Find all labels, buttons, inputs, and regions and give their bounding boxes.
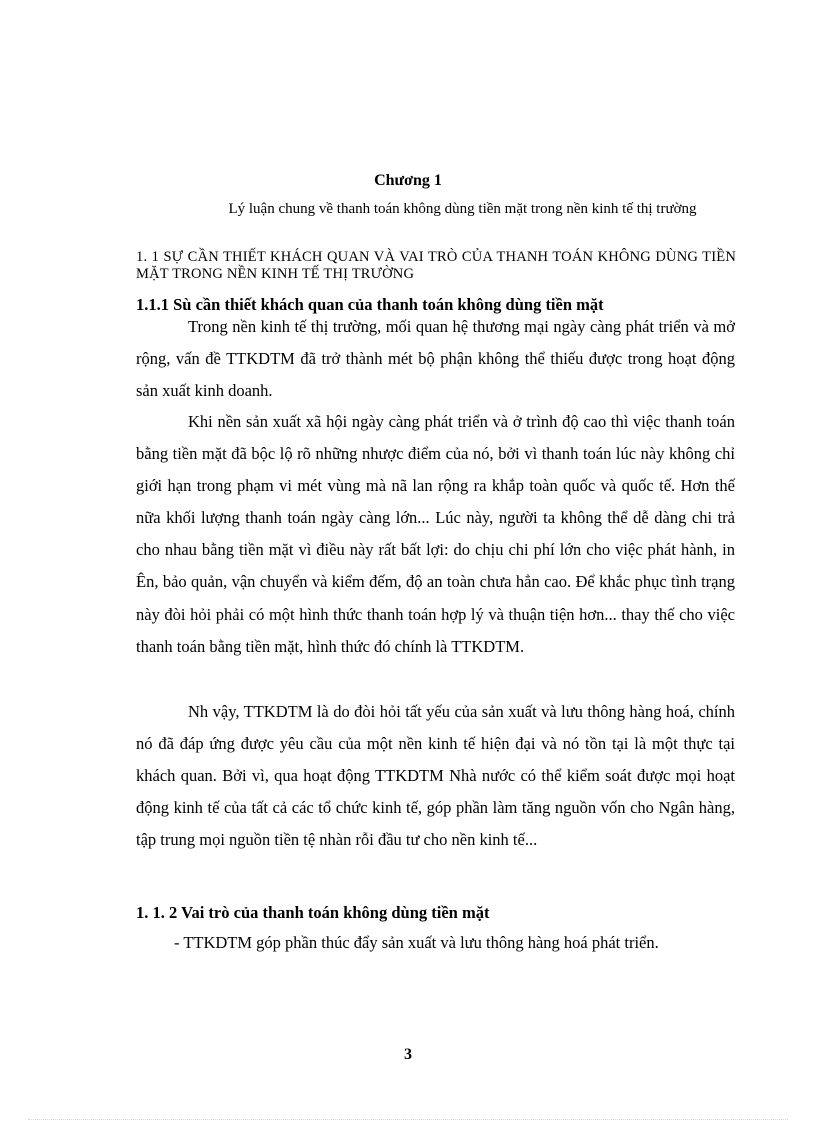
paragraph-2 [136,406,735,663]
paragraph-3-text: Nh vậy, TTKDTM là do đòi hỏi tất yếu của sản xuất và lưu thông hàng hoá, chính nó đã đáp ứng được yêu cầu của một nền kinh tế hiện đại và nó tồn tại là một thực tại khách quan. Bởi vì, qua hoạt động TTKDTM Nhà nước có thể kiểm soát được mọi hoạt động kinh tế của tất cả các tổ chức kinh tế, góp phần làm tăng nguồn vốn cho Ngân hàng, tập trung mọi nguồn tiền tệ nhàn rỗi đầu tư cho nền kinh tế... [136,702,735,850]
paragraph-1 [136,311,735,407]
chapter-title: Chương 1 [374,172,442,189]
paragraph-3 [136,696,735,856]
page-number: 3 [404,1046,412,1063]
paragraph-2-text: Khi nền sản xuất xã hội ngày càng phát triển và ở trình độ cao thì việc thanh toán bằng tiền mặt đã bộc lộ rõ những nhược điểm của nó, bởi vì thanh toán lúc này không chỉ giới hạn trong phạm vi mét vùng mà nã lan rộng ra khắp toàn quốc và quốc tế. Hơn thế nữa khối lượng thanh toán ngày càng lớn... Lúc này, người ta không thể dễ dàng chi trả cho nhau bằng tiền mặt vì điều này rất bất lợi: do chịu chi phí lớn cho việc phát hành, in Ên, bảo quản, vận chuyển và kiểm đếm, độ an toàn chưa hẳn cao. Để khắc phục tình trạng này đòi hỏi phải có một hình thức thanh toán hợp lý và thuận tiện hơn... thay thế cho việc thanh toán bằng tiền mặt, hình thức đó chính là TTKDTM. [136,412,735,656]
paragraph-1-text: Trong nền kinh tế thị trường, mối quan hệ thương mại ngày càng phát triển và mở rộng, vấn đề TTKDTM đã trở thành mét bộ phận không thể thiếu được trong hoạt động sản xuất kinh doanh. [136,317,735,401]
paragraph-4 [136,927,735,959]
subsection-heading-1-1-2: 1. 1. 2 Vai trò của thanh toán không dùng tiền mặt [136,903,490,922]
subsection-heading-1-1-1: 1.1.1 Sù cần thiết khách quan của thanh toán không dùng tiền mặt [136,295,604,314]
page-bottom-divider [28,1119,788,1120]
section-heading: 1. 1 SỰ CẦN THIẾT KHÁCH QUAN VÀ VAI TRÒ CỦA THANH TOÁN KHÔNG DÙNG TIỀN MẶT TRONG NỀN KINH TẾ THỊ TRƯỜNG [136,249,736,282]
chapter-subtitle: Lý luận chung về thanh toán không dùng tiền mặt trong nền kinh tế thị trường [228,201,697,217]
paragraph-4-text: - TTKDTM góp phần thúc đẩy sản xuất và lưu thông hàng hoá phát triển. [174,933,659,952]
